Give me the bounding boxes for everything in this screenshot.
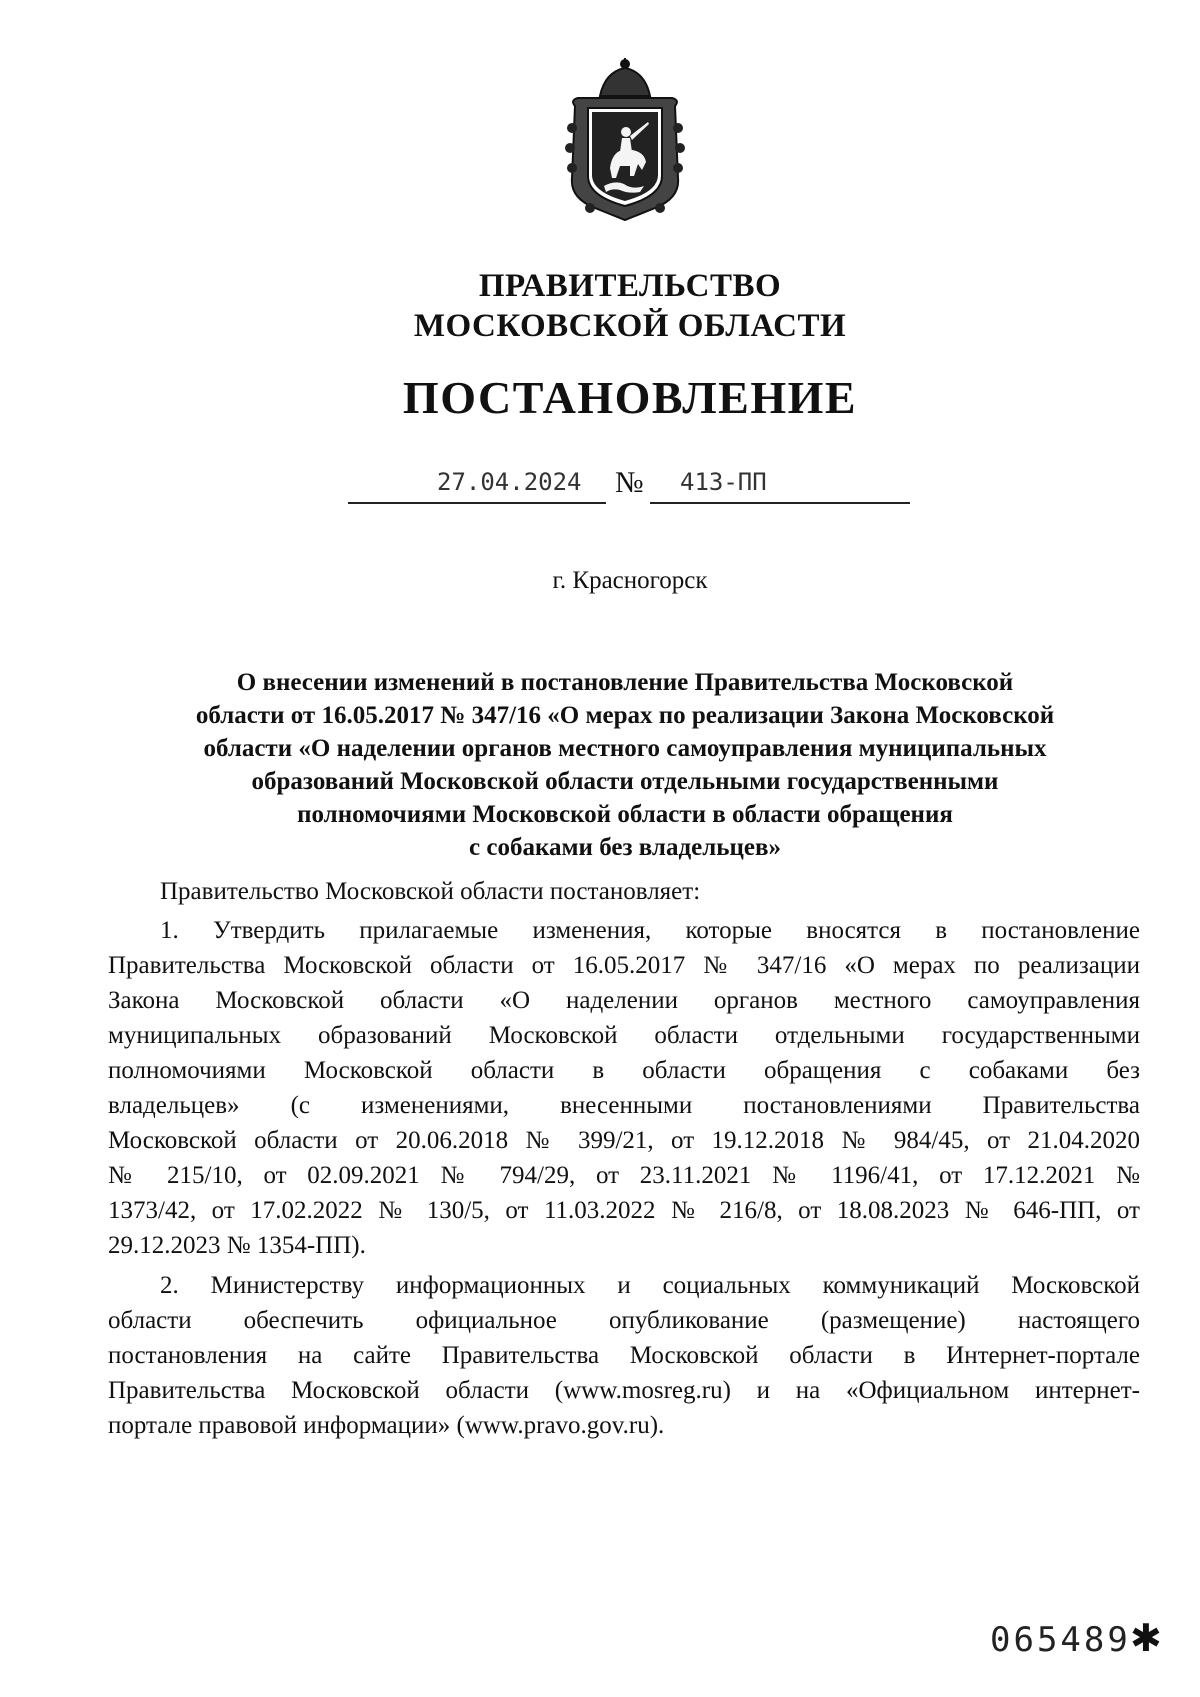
paragraph-line: 29.12.2023 № 1354-ПП). xyxy=(108,1232,366,1259)
number-underline xyxy=(650,502,910,504)
subject-line: области «О наделении органов местного самоуправления муниципальных xyxy=(203,735,1047,762)
paragraph-line: Закона Московской области «О наделении органов местного самоуправления xyxy=(108,987,1140,1014)
paragraph-line: Московской области от 20.06.2018 № 399/21, от 19.12.2018 № 984/45, от 21.04.2020 xyxy=(108,1127,1140,1154)
number-sign: № xyxy=(615,466,644,499)
subject-line: области от 16.05.2017 № 347/16 «О мерах по реализации Закона Московской xyxy=(195,702,1055,729)
subject-line: с собаками без владельцев» xyxy=(469,834,781,861)
document-subject xyxy=(130,666,1120,864)
paragraph-line: № 215/10, от 02.09.2021 № 794/29, от 23.11.2021 № 1196/41, от 17.12.2021 № xyxy=(108,1162,1140,1189)
paragraph-line: области обеспечить официальное опубликование (размещение) настоящего xyxy=(108,1307,1140,1334)
document-date: 27.04.2024 xyxy=(437,468,582,496)
government-title-line1: ПРАВИТЕЛЬСТВО xyxy=(478,268,782,304)
paragraph-line: Правительства Московской области от 16.05.2017 № 347/16 «О мерах по реализации xyxy=(108,952,1140,979)
subject-line: полномочиями Московской области в области обращения xyxy=(297,801,953,828)
asterisk-mark-icon: ✱ xyxy=(1130,1618,1162,1660)
decree-statement: Правительство Московской области постановляет: xyxy=(160,878,701,905)
paragraph-line: 1373/42, от 17.02.2022 № 130/5, от 11.03.2022 № 216/8, от 18.08.2023 № 646-ПП, от xyxy=(108,1197,1140,1224)
paragraph-line: постановления на сайте Правительства Московской области в Интернет-портале xyxy=(108,1342,1140,1369)
document-number: 413-ПП xyxy=(680,468,767,496)
paragraph-item-2 xyxy=(108,1268,1140,1443)
government-title-line2: МОСКОВСКОЙ ОБЛАСТИ xyxy=(413,308,847,344)
paragraph-line: Правительства Московской области (www.mosreg.ru) и на «Официальном интернет- xyxy=(108,1377,1140,1404)
serial-number: 065489 xyxy=(990,1620,1131,1660)
paragraph-line: полномочиями Московской области в области обращения с собаками без xyxy=(108,1057,1140,1084)
coat-of-arms-icon xyxy=(560,58,690,224)
paragraph-line: портале правовой информации» (www.pravo.gov.ru). xyxy=(108,1412,665,1439)
paragraph-line: владельцев» (с изменениями, внесенными постановлениями Правительства xyxy=(108,1092,1140,1119)
document-type-title: ПОСТАНОВЛЕНИЕ xyxy=(402,372,858,423)
date-underline xyxy=(348,502,606,504)
city-name: г. Красногорск xyxy=(552,567,708,594)
paragraph-line: 1. Утвердить прилагаемые изменения, которые вносятся в постановление xyxy=(160,917,1140,944)
subject-line: образований Московской области отдельными государственными xyxy=(251,768,999,795)
subject-line: О внесении изменений в постановление Правительства Московской xyxy=(236,669,1014,696)
paragraph-line: муниципальных образований Московской области отдельными государственными xyxy=(108,1022,1140,1049)
paragraph-line: 2. Министерству информационных и социальных коммуникаций Московской xyxy=(160,1272,1140,1299)
paragraph-item-1 xyxy=(108,913,1140,1263)
